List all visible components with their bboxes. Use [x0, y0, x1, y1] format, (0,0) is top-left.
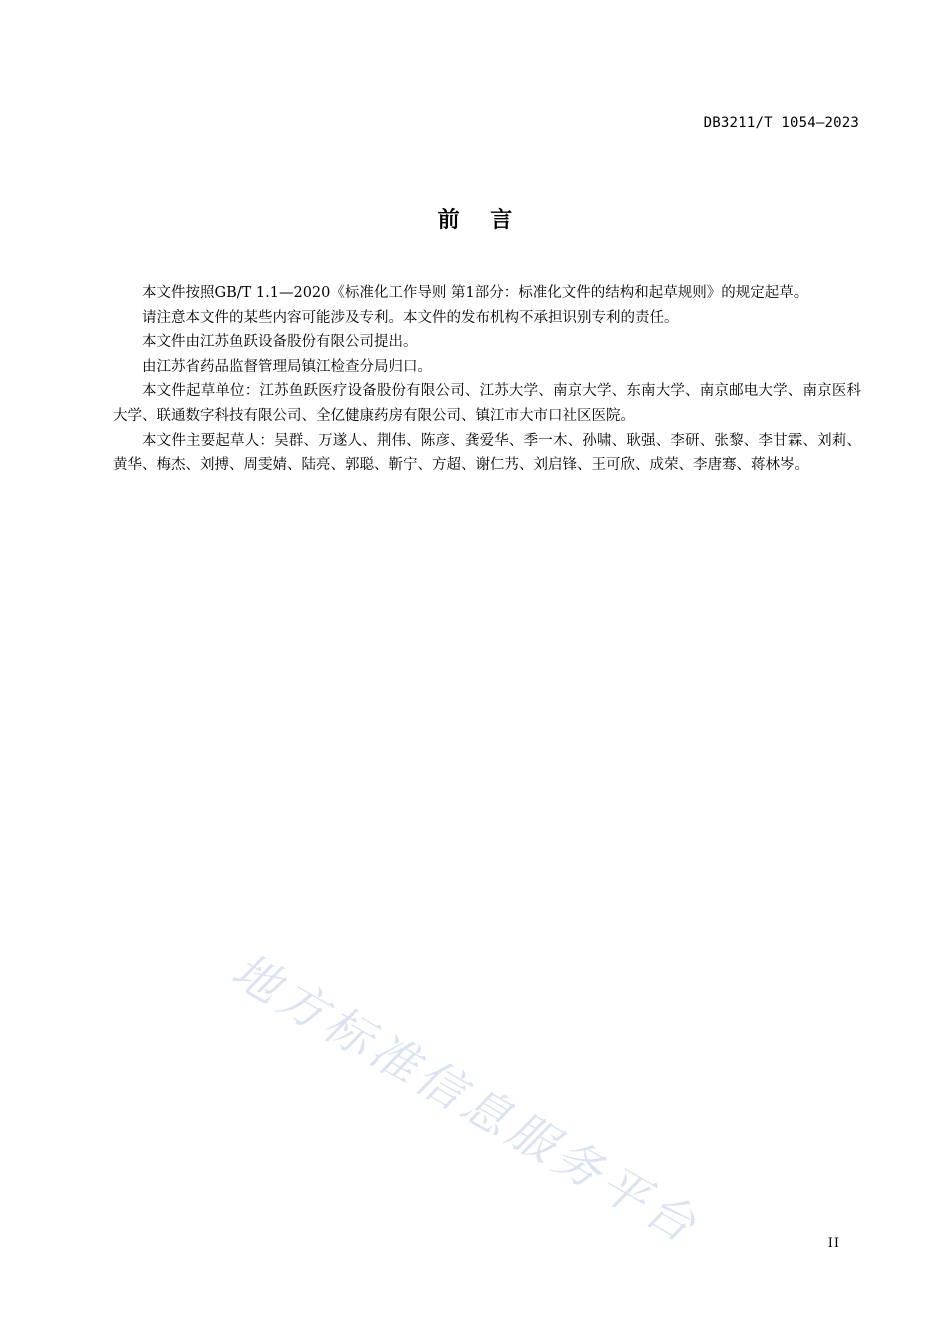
page-title: 前 言: [437, 208, 513, 233]
document-code: DB3211/T 1054—2023: [703, 115, 859, 131]
paragraph-drafters: 本文件主要起草人：吴群、万遂人、荆伟、陈彦、龚爱华、季一木、孙啸、耿强、李研、张黎、李甘霖、刘莉、黄华、梅杰、刘搏、周雯婧、陆亮、郭聪、靳宁、方超、谢仁艿、刘启锋、王可欣、成荣、李唐骞、蒋林岑。: [113, 432, 861, 474]
paragraph-responsible-unit: 由江苏省药品监督管理局镇江检查分局归口。: [142, 358, 432, 375]
paragraph-patent-notice: 请注意本文件的某些内容可能涉及专利。本文件的发布机构不承担识别专利的责任。: [142, 309, 679, 326]
watermark: 地方标准信息服务平台: [222, 943, 709, 1256]
paragraph-proposer: 本文件由江苏鱼跃设备股份有限公司提出。: [142, 334, 418, 351]
paragraph-drafting-rules: 本文件按照GB/T 1.1—2020《标准化工作导则 第1部分：标准化文件的结构和起草规则》的规定起草。: [142, 285, 809, 301]
body-text: [113, 281, 861, 478]
page-number: II: [827, 1236, 840, 1251]
paragraph-drafting-units: 本文件起草单位：江苏鱼跃医疗设备股份有限公司、江苏大学、南京大学、东南大学、南京邮电大学、南京医科大学、联通数字科技有限公司、全亿健康药房有限公司、镇江市大市口社区医院。: [113, 383, 861, 424]
